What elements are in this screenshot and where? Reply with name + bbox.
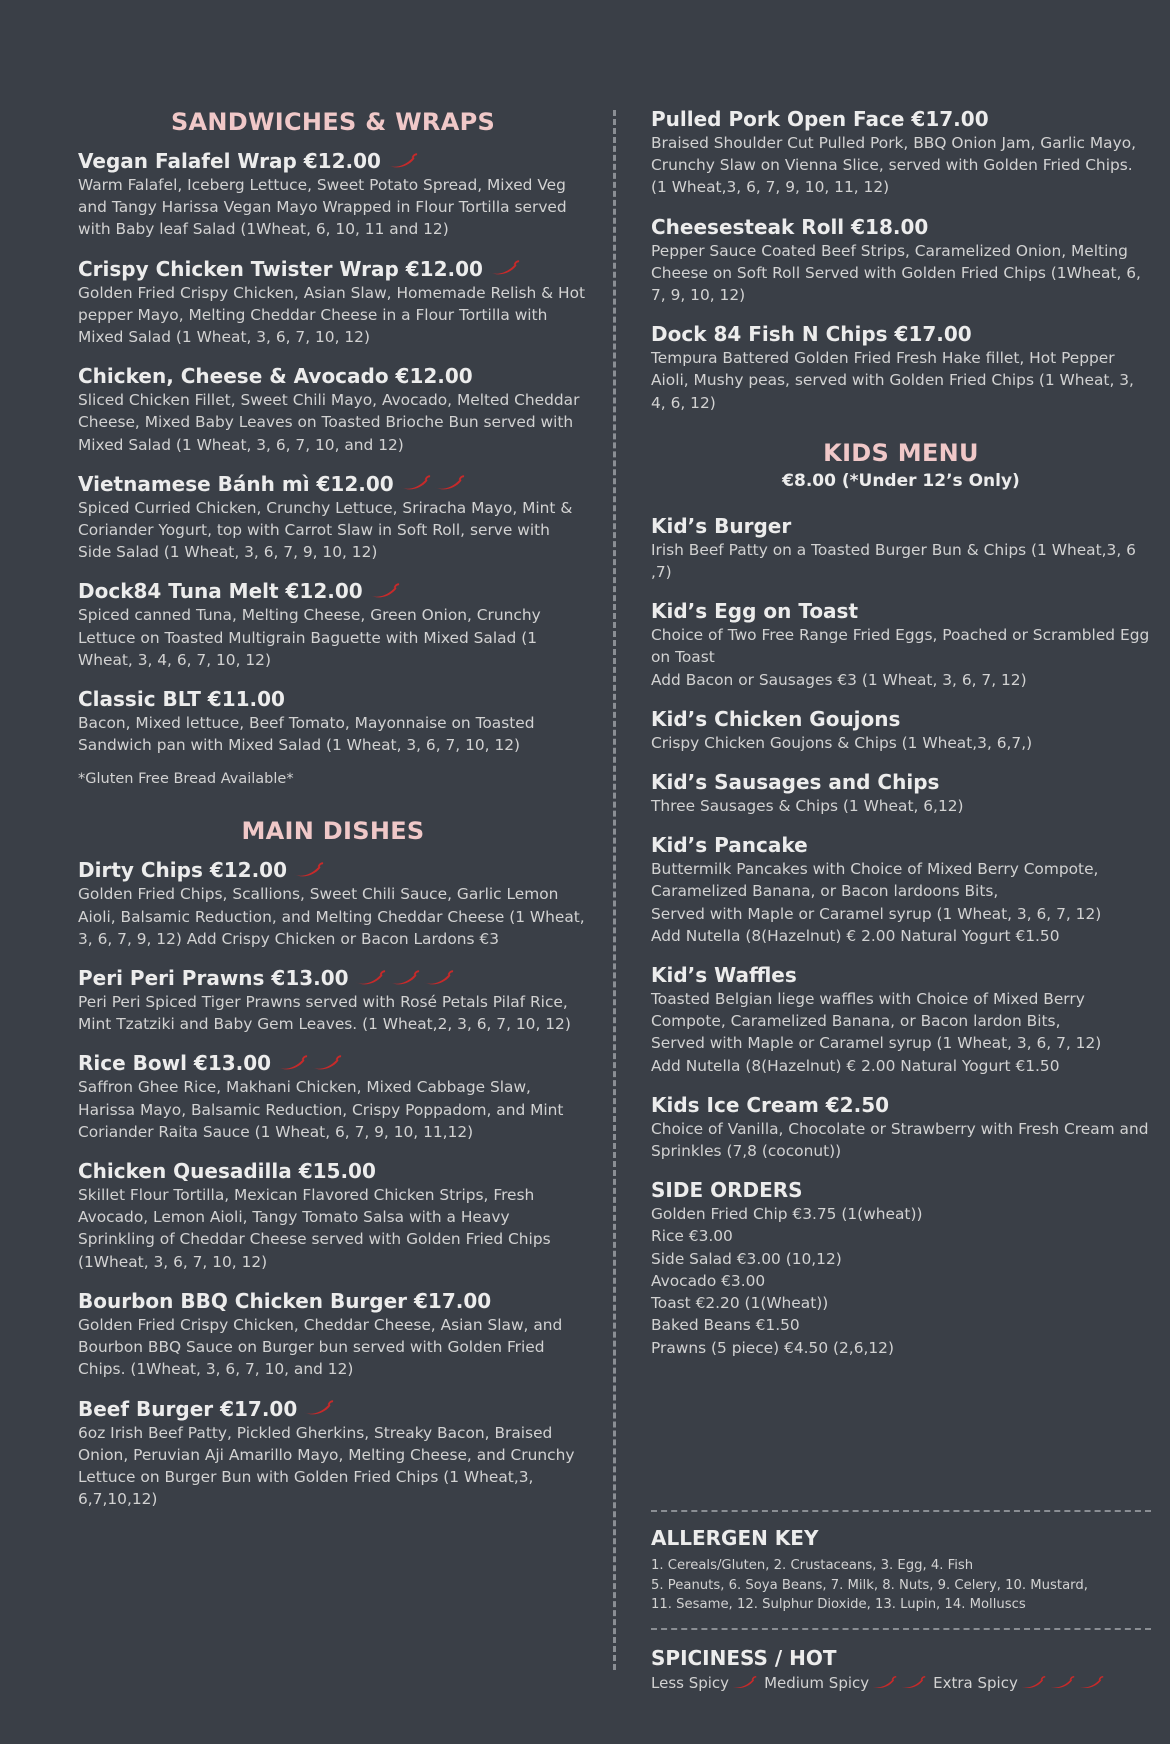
menu-item-description: Choice of Vanilla, Chocolate or Strawberry with Fresh Cream and Sprinkles (7,8 (coconut)) [651,1119,1149,1161]
menu-item [78,1050,588,1143]
menu-item [78,1158,588,1273]
menu-item-description: Skillet Flour Tortilla, Mexican Flavored Chicken Strips, Fresh Avocado, Lemon Aioli, Tangy Tomato Salsa with a Heavy Sprinkling of Cheddar Cheese served with Golden Fried Chips (1Wheat, 3, 6, 7, 10, 12) [78,1186,551,1271]
sandwiches-list [78,148,588,756]
menu-item-name-row [651,513,1151,539]
menu-item [651,321,1151,414]
allergen-key-title: ALLERGEN KEY [651,1526,819,1550]
menu-item-description: Peri Peri Spiced Tiger Prawns served with Rosé Petals Pilaf Rice, Mint Tzatziki and Baby Gem Leaves. (1 Wheat,2, 3, 6, 7, 10, 12) [78,993,571,1034]
menu-item-description: Toasted Belgian liege waffles with Choice of Mixed Berry Compote, Caramelized Banana, or Bacon lardon Bits, Served with Maple or Caramel syrup (1 Wheat, 3, 6, 7, 12) Add Nutella (8(Hazelnut) € 2.00 Natural Yogurt €1.50 [651,990,1102,1075]
kids-menu-title: KIDS MENU [823,438,979,467]
allergen-line: 5. Peanuts, 6. Soya Beans, 7. Milk, 8. Nuts, 9. Celery, 10. Mustard, [651,1577,1088,1593]
chili-pepper-icon [487,259,520,278]
menu-item-description: Braised Shoulder Cut Pulled Pork, BBQ Onion Jam, Garlic Mayo, Crunchy Slaw on Vienna Slice, served with Golden Fried Chips. (1 Wheat,3, 6, 7, 9, 10, 11, 12) [651,134,1137,197]
chili-pepper-icon [1047,1675,1075,1691]
chili-pepper-icon [309,1054,342,1073]
menu-item-name-row [78,256,588,282]
menu-item-name: Kid’s Chicken Goujons [651,706,901,731]
menu-item-name: Vietnamese Bánh mì €12.00 [78,471,394,496]
menu-item-name: Dirty Chips €12.00 [78,858,288,883]
side-order-item: Side Salad €3.00 (10,12) [651,1249,842,1268]
column-divider [613,110,616,1670]
menu-item-name-row [651,321,1151,347]
menu-item-name-row [651,214,1151,240]
spiciness-levels [651,1674,1151,1692]
menu-item-name: Cheesesteak Roll €18.00 [651,214,929,239]
spice-level-icons [353,969,455,988]
menu-item-name: Classic BLT €11.00 [78,687,285,712]
spice-level-icons [869,1675,927,1691]
menu-item-description: Sliced Chicken Fillet, Sweet Chili Mayo, Avocado, Melted Cheddar Cheese, Mixed Baby Leaves on Toasted Brioche Bun served with Mixed Salad (1 Wheat, 3, 6, 7, 10, and 12) [78,391,580,454]
allergen-key [651,1510,1151,1615]
spice-level-icons [1018,1675,1105,1691]
spice-level-icons [275,1054,343,1073]
menu-item-name-row [78,965,588,991]
menu-item-name-row [651,832,1151,858]
menu-item-name-row [651,706,1151,732]
chili-pepper-icon [869,1675,897,1691]
menu-item [651,1092,1151,1162]
menu-item-name: Peri Peri Prawns €13.00 [78,966,349,991]
spice-level-label: Medium Spicy [764,1674,870,1692]
menu-item-description: Crispy Chicken Goujons & Chips (1 Wheat,3, 6,7,) [651,733,1033,752]
menu-item-name-row [78,857,588,883]
side-order-item: Avocado €3.00 [651,1271,766,1290]
allergen-line: 1. Cereals/Gluten, 2. Crustaceans, 3. Egg, 4. Fish [651,1558,974,1573]
menu-item-name-row [78,1396,588,1422]
chili-pepper-icon [398,474,431,493]
menu-item [651,513,1151,583]
menu-item-description: Irish Beef Patty on a Toasted Burger Bun & Chips (1 Wheat,3, 6 ,7) [651,540,1136,582]
left-column [78,0,588,1525]
menu-item-name-row [78,1050,588,1076]
side-order-item: Golden Fried Chip €3.75 (1(wheat)) [651,1205,923,1224]
sandwiches-title: SANDWICHES & WRAPS [170,108,496,136]
menu-item [78,857,588,950]
menu-item-name: Kid’s Sausages and Chips [651,770,940,795]
menu-item-name: Dock84 Tuna Melt €12.00 [78,579,363,604]
chili-pepper-icon [301,1399,334,1418]
chili-pepper-icon [729,1675,757,1691]
menu-item-description: Spiced canned Tuna, Melting Cheese, Green Onion, Crunchy Lettuce on Toasted Multigrain Baguette with Mixed Salad (1 Wheat, 3, 4, 6, 7, 10, 12) [78,606,541,669]
menu-item-name: Rice Bowl €13.00 [78,1051,272,1076]
mains-title: MAIN DISHES [241,817,425,846]
menu-item [651,598,1151,691]
side-orders-list [651,1203,1151,1358]
chili-pepper-icon [385,152,418,171]
menu-item-name-row [78,578,588,604]
menu-item-name-row [651,598,1151,624]
chili-pepper-icon [1018,1675,1046,1691]
menu-item-name-row [78,148,588,174]
menu-item-name: Chicken, Cheese & Avocado €12.00 [78,364,473,389]
chili-pepper-icon [898,1675,926,1691]
chili-pepper-icon [291,861,324,880]
right-column [651,0,1151,1359]
menu-item-description: Saffron Ghee Rice, Makhani Chicken, Mixed Cabbage Slaw, Harissa Mayo, Balsamic Reduction, Crispy Poppadom, and Mint Coriander Raita Sauce (1 Wheat, 6, 7, 9, 10, 11,12) [78,1078,564,1141]
spice-level-icons [729,1675,758,1691]
menu-item-name: Kid’s Pancake [651,833,808,858]
menu-item-name: Beef Burger €17.00 [78,1396,298,1421]
menu-item-name: Chicken Quesadilla €15.00 [78,1159,376,1184]
menu-item-name-row [651,962,1151,988]
menu-item [78,1396,588,1511]
menu-item [78,471,588,564]
menu-item-name-row [78,1158,588,1184]
side-order-item: Baked Beans €1.50 [651,1316,800,1335]
chili-pepper-icon [387,969,420,988]
menu-item [651,214,1151,307]
spiciness-key [651,1628,1151,1692]
menu-item-description: Choice of Two Free Range Fried Eggs, Poached or Scrambled Egg on Toast Add Bacon or Sausages €3 (1 Wheat, 3, 6, 7, 12) [651,626,1150,689]
side-order-item: Toast €2.20 (1(Wheat)) [651,1294,829,1313]
menu-item-name: Kid’s Egg on Toast [651,599,859,624]
side-order-item: Rice €3.00 [651,1227,733,1246]
menu-item [78,256,588,349]
menu-item [651,106,1151,199]
menu-item [78,1288,588,1381]
menu-item-name: Kid’s Burger [651,513,792,538]
menu-item [78,578,588,671]
menu-item-description: Pepper Sauce Coated Beef Strips, Caramelized Onion, Melting Cheese on Soft Roll Served with Golden Fried Chips (1Wheat, 6, 7, 9, 10, 12) [651,241,1141,305]
menu-item-name-row [651,106,1151,132]
chili-pepper-icon [353,969,386,988]
menu-item-name-row [651,769,1151,795]
spice-level-label: Extra Spicy [933,1674,1018,1692]
menu-item [651,962,1151,1077]
spice-level-icons [487,259,521,278]
menu-item-name: Pulled Pork Open Face €17.00 [651,107,989,131]
mains-list [78,857,588,1510]
spice-level-label: Less Spicy [651,1674,730,1692]
menu-item [78,965,588,1035]
menu-item-description: Golden Fried Crispy Chicken, Asian Slaw, Homemade Relish & Hot pepper Mayo, Melting Cheddar Cheese in a Flour Tortilla with Mixed Salad (1 Wheat, 3, 6, 7, 10, 12) [78,283,586,347]
menu-item-description: Three Sausages & Chips (1 Wheat, 6,12) [651,797,964,816]
spiciness-title: SPICINESS / HOT [651,1646,837,1670]
spice-level-icons [398,474,466,493]
gluten-free-note: *Gluten Free Bread Available* [78,771,294,788]
menu-item-description: Spiced Curried Chicken, Crunchy Lettuce, Sriracha Mayo, Mint & Coriander Yogurt, top with Carrot Slaw in Soft Roll, serve with Side Salad (1 Wheat, 3, 6, 7, 9, 10, 12) [78,498,573,562]
allergen-line: 11. Sesame, 12. Sulphur Dioxide, 13. Lupin, 14. Molluscs [651,1597,1026,1612]
side-order-item: Prawns (5 piece) €4.50 (2,6,12) [651,1338,894,1357]
menu-item [651,832,1151,947]
menu-item [651,706,1151,754]
menu-item [651,769,1151,817]
menu-item-description: Golden Fried Chips, Scallions, Sweet Chili Sauce, Garlic Lemon Aioli, Balsamic Reduction, and Melting Cheddar Cheese (1 Wheat, 3, 6, 7, 9, 12) Add Crispy Chicken or Bacon Lardons €3 [78,885,585,948]
kids-menu-price: €8.00 (*Under 12’s Only) [782,470,1020,491]
menu-item-name: Dock 84 Fish N Chips €17.00 [651,322,972,347]
menu-item-description: Warm Falafel, Iceberg Lettuce, Sweet Potato Spread, Mixed Veg and Tangy Harissa Vegan Mayo Wrapped in Flour Tortilla served with Baby leaf Salad (1Wheat, 6, 10, 11 and 12) [78,176,567,239]
spice-level-icons [385,152,419,171]
menu-item-name: Vegan Falafel Wrap €12.00 [78,149,381,173]
menu-item-name-row [78,686,588,712]
menu-item-name-row [78,1288,588,1314]
menu-item [78,363,588,456]
menu-item-name: Crispy Chicken Twister Wrap €12.00 [78,256,483,281]
menu-item-description: Tempura Battered Golden Fried Fresh Hake fillet, Hot Pepper Aioli, Mushy peas, served with Golden Fried Chips (1 Wheat, 3, 4, 6, 12) [651,349,1134,412]
spice-level-icons [301,1399,335,1418]
menu-item [78,148,588,241]
menu-item [78,686,588,756]
spice-level-icons [291,861,325,880]
kids-list [651,513,1151,1162]
menu-item-name-row [78,471,588,497]
right-top-list [651,106,1151,414]
chili-pepper-icon [421,969,454,988]
menu-item-description: Bacon, Mixed lettuce, Beef Tomato, Mayonnaise on Toasted Sandwich pan with Mixed Salad (1 Wheat, 3, 6, 7, 10, 12) [78,714,535,755]
menu-item-description: 6oz Irish Beef Patty, Pickled Gherkins, Streaky Bacon, Braised Onion, Peruvian Aji Amarillo Mayo, Melting Cheese, and Crunchy Lettuce on Burger Bun with Golden Fried Chips (1 Wheat,3, 6,7,10,12) [78,1423,575,1509]
chili-pepper-icon [367,582,400,601]
menu-item-name: Bourbon BBQ Chicken Burger €17.00 [78,1288,492,1313]
chili-pepper-icon [432,474,465,493]
menu-item-name-row [78,363,588,389]
side-orders-title: SIDE ORDERS [651,1178,803,1203]
chili-pepper-icon [1076,1675,1104,1691]
chili-pepper-icon [275,1054,308,1073]
spice-level-icons [367,582,401,601]
menu-item-description: Buttermilk Pancakes with Choice of Mixed Berry Compote, Caramelized Banana, or Bacon lardoons Bits, Served with Maple or Caramel syrup (1 Wheat, 3, 6, 7, 12) Add Nutella (8(Hazelnut) € 2.00 Natural Yogurt €1.50 [651,860,1102,945]
menu-item-name: Kid’s Waffles [651,963,797,988]
menu-item-description: Golden Fried Crispy Chicken, Cheddar Cheese, Asian Slaw, and Bourbon BBQ Sauce on Burger bun served with Golden Fried Chips. (1Wheat, 3, 6, 7, 10, and 12) [78,1315,563,1379]
menu-item-name: Kids Ice Cream €2.50 [651,1092,890,1117]
menu-item-name-row [651,1092,1151,1118]
